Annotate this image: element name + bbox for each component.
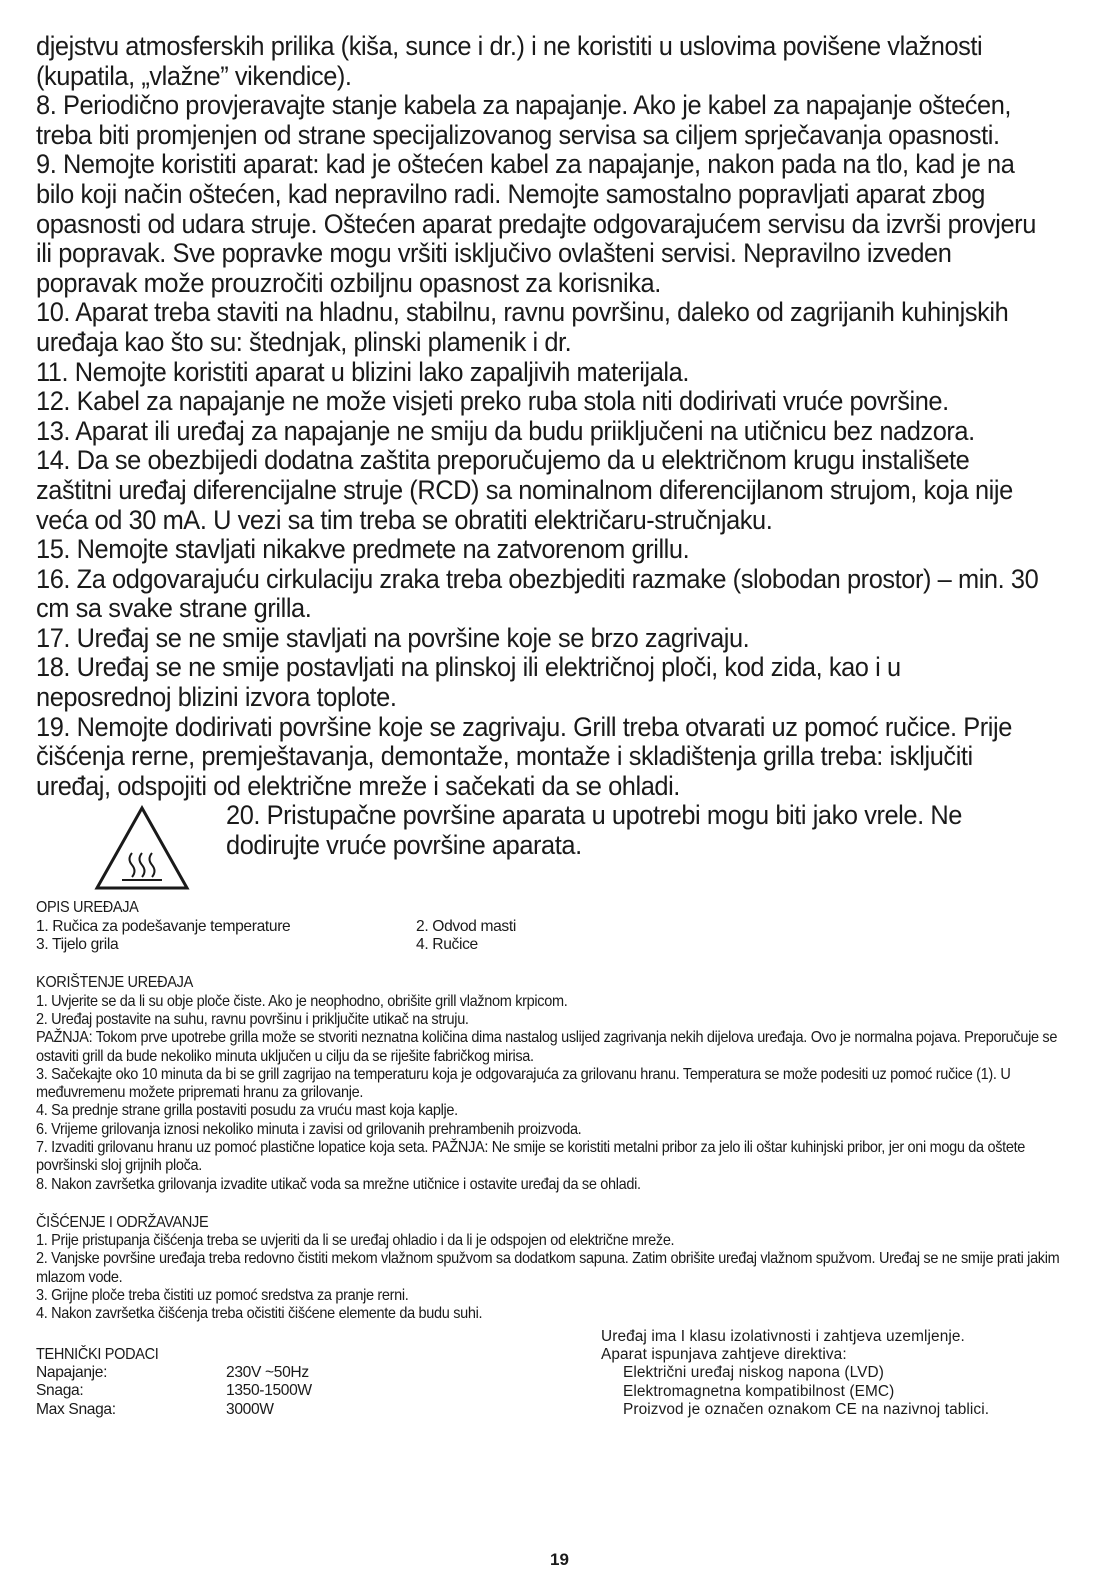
koristenje-line: 7. Izvaditi grilovanu hranu uz pomoć plastične lopatice koja seta. PAŽNJA: Ne smije se koristiti metalni pribor za jelo ili oštar kuhinjski pribor, jer oni mogu da oštete površinski sloj grijnih ploča. — [36, 1139, 1026, 1175]
page-number: 19 — [550, 1550, 569, 1569]
koristenje-line: 4. Sa prednje strane grilla postaviti posudu za vruću mast koja kaplje. — [36, 1102, 458, 1120]
koristenje-line: 1. Uvjerite se da li su obje ploče čiste. Ako je neophodno, obrišite grill vlažnom krpicom. — [36, 992, 568, 1010]
tech-key: Max Snaga: — [36, 1400, 116, 1418]
compliance-item: Električni uređaj niskog napona (LVD) — [623, 1364, 884, 1382]
koristenje-line: 3. Sačekajte oko 10 minuta da bi se grill zagrijao na temperaturu koja je odgovarajuća za grilovanu hranu. Temperatura se može podesiti uz pomoć ručice (1). U međuvremenu možete pripremati hranu za grilovanje. — [36, 1065, 1011, 1102]
footer-block — [36, 1328, 1086, 1448]
tech-value: 230V ~50Hz — [226, 1363, 309, 1381]
manual-page — [36, 32, 1086, 1448]
compliance-block — [601, 1328, 1119, 1419]
hot-surface-warning-icon — [94, 805, 190, 891]
instruction-9: 9. Nemojte koristiti aparat: kad je oštećen kabel za napajanje, nakon pada na tlo, kad je na bilo koji način oštećen, kad nepravilno radi. Nemojte samostalno popravljati aparat zbog opasnosti od udara struje. Oštećen aparat predajte odgovarajućem servisu da izvrši provjeru ili popravak. Sve popravke mogu vršiti isključivo ovlašteni servisi. Nepravilno izveden popravak može prouzročiti ozbiljnu opasnost za korisnika. — [36, 149, 1036, 298]
opis-item: 2. Odvod masti — [416, 917, 516, 935]
instruction-17: 17. Uređaj se ne smije stavljati na površine koje se brzo zagrivaju. — [36, 622, 750, 653]
instruction-15: 15. Nemojte stavljati nikakve predmete na zatvorenom grillu. — [36, 534, 690, 565]
opis-title: OPIS UREĐAJA — [36, 899, 139, 917]
compliance-line: Aparat ispunjava zahtjeve direktiva: — [601, 1345, 847, 1363]
opis-item: 4. Ručice — [416, 936, 478, 954]
koristenje-line: 8. Nakon završetka grilovanja izvadite utikač voda sa mrežne utičnice i ostavite uređaj da se ohladi. — [36, 1175, 641, 1193]
ciscenje-line: 2. Vanjske površine uređaja treba redovno čistiti mekom vlažnom spužvom sa dodatkom sapuna. Zatim obrišite uređaj vlažnom spužvom. Uređaj se ne smije prati jakim mlazom vode. — [36, 1250, 1060, 1286]
ciscenje-line: 1. Prije pristupanja čišćenja treba se uvjeriti da li se uređaj ohladio i da li je odspojen od električne mreže. — [36, 1232, 675, 1250]
koristenje-section — [36, 974, 1086, 1194]
instruction-7-cont: djejstvu atmosferskih prilika (kiša, sunce i dr.) i ne koristiti u uslovima povišene vlažnosti (kupatila, „vlažne” vikendice). — [36, 31, 983, 91]
opis-item: 1. Ručica za podešavanje temperature — [36, 917, 291, 935]
ciscenje-section — [36, 1214, 1086, 1324]
instruction-12: 12. Kabel za napajanje ne može visjeti preko ruba stola niti dodirivati vruće površine. — [36, 386, 949, 417]
compliance-item: Elektromagnetna kompatibilnost (EMC) — [623, 1382, 895, 1400]
tech-key: Snaga: — [36, 1382, 84, 1400]
tech-row — [36, 1401, 536, 1419]
tech-value: 1350-1500W — [226, 1382, 312, 1400]
opis-item: 3. Tijelo grila — [36, 936, 119, 954]
instruction-11: 11. Nemojte koristiti aparat u blizini lako zapaljivih materijala. — [36, 356, 689, 387]
instruction-13: 13. Aparat ili uređaj za napajanje ne smiju da budu priiključeni na utičnicu bez nadzora. — [36, 415, 975, 446]
tech-title: TEHNIČKI PODACI — [36, 1345, 159, 1363]
koristenje-line: 2. Uređaj postavite na suhu, ravnu površinu i priključite utikač na struju. — [36, 1010, 469, 1028]
opis-section — [36, 899, 1086, 954]
tech-row — [36, 1382, 536, 1400]
instruction-19: 19. Nemojte dodirivati površine koje se zagrivaju. Grill treba otvarati uz pomoć ručice. Prije čišćenja rerne, premještavanja, demontaže, montaže i skladištenja grilla treba: isključiti uređaj, odspojiti od električne mreže i sačekati da se ohladi. — [36, 711, 1012, 801]
instruction-16: 16. Za odgovarajuću cirkulaciju zraka treba obezbjediti razmake (slobodan prostor) – min. 30 cm sa svake strane grilla. — [36, 563, 1039, 624]
tech-key: Napajanje: — [36, 1363, 108, 1381]
ciscenje-title: ČIŠĆENJE I ODRŽAVANJE — [36, 1213, 209, 1231]
compliance-item: Proizvod je označen oznakom CE na nazivnoj tablici. — [623, 1400, 990, 1418]
instruction-14: 14. Da se obezbijedi dodatna zaštita preporučujemo da u električnom krugu instališete zaštitni uređaj diferencijalne struje (RCD) sa nominalnom diferencijlanom strujom, koja nije veća od 30 mA. U vezi sa tim treba se obratiti električaru-stručnjaku. — [36, 445, 1013, 535]
koristenje-title: KORIŠTENJE UREĐAJA — [36, 974, 193, 992]
instruction-20: 20. Pristupačne površine aparata u upotrebi mogu biti jako vrele. Ne dodirujte vruće površine aparata. — [226, 800, 962, 861]
tech-row — [36, 1364, 536, 1382]
instruction-18: 18. Uređaj se ne smije postavljati na plinskoj ili električnoj ploči, kod zida, kao i u neposrednoj blizini izvora toplote. — [36, 652, 901, 713]
compliance-line: Uređaj ima I klasu izolativnosti i zahtjeva uzemljenje. — [601, 1327, 965, 1345]
instruction-10: 10. Aparat treba staviti na hladnu, stabilnu, ravnu površinu, daleko od zagrijanih kuhinjskih uređaja kao što su: štednjak, plinski plamenik i dr. — [36, 297, 1009, 357]
tech-value: 3000W — [226, 1400, 274, 1418]
koristenje-line: 6. Vrijeme grilovanja iznosi nekoliko minuta i zavisi od grilovanih prehrambenih proizvoda. — [36, 1120, 582, 1138]
ciscenje-line: 4. Nakon završetka čišćenja treba očistiti čišćene elemente da budu suhi. — [36, 1305, 483, 1323]
koristenje-line: PAŽNJA: Tokom prve upotrebe grilla može se stvoriti neznatna količina dima nastalog uslijed zagrivanja nekih dijelova uređaja. Ovo je normalna pojava. Preporučuje se ostaviti grill da bude nekoliko minuta uključen u cilju da se riješite fabričkog mirisa. — [36, 1029, 1058, 1065]
ciscenje-line: 3. Grijne ploče treba čistiti uz pomoć sredstva za pranje rerni. — [36, 1287, 409, 1305]
safety-instructions — [36, 32, 1086, 801]
tech-specs — [36, 1346, 536, 1419]
instruction-8: 8. Periodično provjeravajte stanje kabela za napajanje. Ako je kabel za napajanje oštećen, treba biti promjenjen od strane specijalizovanog servisa sa ciljem sprječavanja opasnosti. — [36, 90, 1012, 150]
hot-surface-warning — [36, 801, 1086, 897]
